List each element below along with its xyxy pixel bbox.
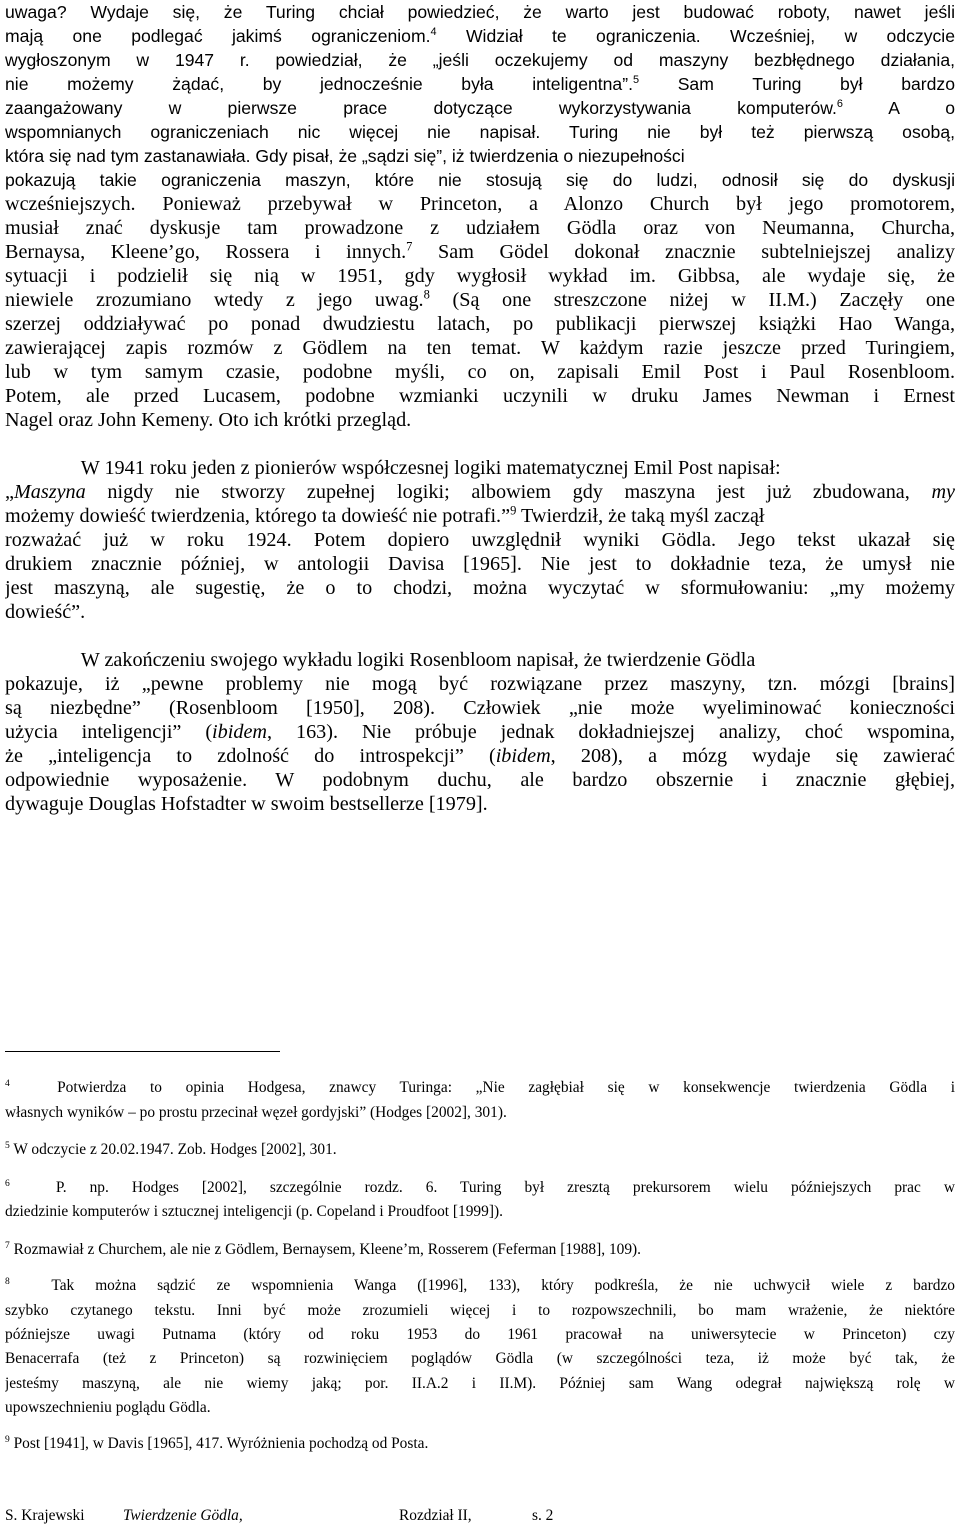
text-line: dowieść”. bbox=[5, 601, 86, 623]
text-line: zawierającej zapis rozmów z Gödlem na ten temat. W każdym razie jeszcze przed Turingiem, bbox=[5, 337, 955, 359]
footnote-line: własnych wyników – po prostu przecinał węzeł gordyjski” (Hodges [2002], 301). bbox=[5, 1104, 507, 1121]
text-line: odpowiednie wyposażenie. W podobnym duchu, ale bardzo obszernie i znacznie głębiej, bbox=[5, 769, 955, 791]
text-line: wygłoszonym w 1947 r. powiedział, że „jeśli oczekujemy od maszyny bezbłędnego działania, bbox=[5, 50, 955, 70]
text-line: dywaguje Douglas Hofstadter w swoim bestsellerze [1979]. bbox=[5, 793, 488, 815]
text-line: szerzej oddziaływać po ponad dwudziestu latach, po publikacji pierwszej książki Hao Wanga, bbox=[5, 313, 955, 335]
text-line: mają one podlegać jakimś ograniczeniom.$^4$ Widział te ograniczenia. Wcześniej, w odczycie bbox=[5, 26, 955, 46]
text-line: użycia inteligencji” (ibidem, 163). Nie próbuje jednak dokładniejszej analizy, choć wspomina, bbox=[5, 721, 955, 743]
text-line: Potem, ale przed Lucasem, podobne wzmianki uczynili w druku James Newman i Ernest bbox=[5, 385, 955, 407]
footnote-line: $^6$ P. np. Hodges [2002], szczególnie rozdz. 6. Turing był zresztą prekursorem wielu późniejszych prac w bbox=[5, 1178, 955, 1196]
text-line: W 1941 roku jeden z pionierów współczesnej logiki matematycznej Emil Post napisał: bbox=[5, 457, 781, 479]
footnote-line: późniejsze uwagi Putnama (który od roku 1953 do 1961 pracował na uniwersytecie w Princeton) czy bbox=[5, 1326, 955, 1343]
footnote-line: $^8$ Tak można sądzić ze wspomnienia Wanga ([1996], 133), który podkreśla, że nie uchwycił wiele z bardzo bbox=[5, 1276, 955, 1294]
text-line: są niezbędne” (Rosenbloom [1950], 208). Człowiek „nie może wyeliminować konieczności bbox=[5, 697, 955, 719]
text-line: lub w tym samym czasie, podobne myśli, co on, zapisali Emil Post i Paul Rosenbloom. bbox=[5, 361, 955, 383]
text-line: pokazuje, iż „pewne problemy nie mogą być rozwiązane przez maszyny, tzn. mózgi [brains] bbox=[5, 673, 955, 695]
footnote-line: szybko czytanego tekstu. Inni być może zrozumieli więcej i to rozpowszechnili, bo mam wrażenie, że niektóre bbox=[5, 1302, 955, 1319]
text-line: wspomnianych ograniczeniach nic więcej nie napisał. Turing nie był też pierwszą osobą, bbox=[5, 122, 955, 142]
footnote-line: $^9$ Post [1941], w Davis [1965], 417. Wyróżnienia pochodzą od Posta. bbox=[5, 1434, 429, 1452]
footnote-line: $^4$ Potwierdza to opinia Hodgesa, znawcy Turinga: „Nie zagłębiał się w konsekwencje twierdzenia Gödla i bbox=[5, 1078, 955, 1096]
text-line: „Maszyna nigdy nie stworzy zupełnej logiki; albowiem gdy maszyna jest już zbudowana, my bbox=[5, 481, 955, 503]
text-line: musiał znać dyskusje tam prowadzone z udziałem Gödla oraz von Neumanna, Churcha, bbox=[5, 217, 955, 239]
footnote-line: Benacerrafa (też z Princeton) są rozwinięciem poglądów Gödla (w szczególności teza, iż może być tak, że bbox=[5, 1350, 955, 1367]
text-line: uwaga? Wydaje się, że Turing chciał powiedzieć, że warto jest budować roboty, nawet jeśli bbox=[5, 2, 955, 22]
text-line: możemy dowieść twierdzenia, którego ta dowieść nie potrafi.”$^9$ Twierdził, że taką myśl zaczął bbox=[5, 504, 765, 527]
text-line: jest maszyną, ale sugestię, że o to chodzi, można wyczytać w sformułowaniu: „my możemy bbox=[5, 577, 955, 599]
footnote-line: upowszechnieniu poglądu Gödla. bbox=[5, 1399, 211, 1416]
text-line: Bernaysa, Kleene’go, Rossera i innych.$^7$ Sam Gödel dokonał znacznie subtelniejszej analizy bbox=[5, 240, 955, 263]
text-line: że „inteligencja to zdolność do introspekcji” (ibidem, 208), a mózg wydaje się zawierać bbox=[5, 745, 955, 767]
footnote-line: $^5$ W odczycie z 20.02.1947. Zob. Hodges [2002], 301. bbox=[5, 1140, 337, 1158]
footnote-line: dziedzinie komputerów i sztucznej inteligencji (p. Copeland i Proudfoot [1999]). bbox=[5, 1203, 503, 1220]
footer-page-number: s. 2 bbox=[532, 1507, 554, 1524]
footer-title: Twierdzenie Gödla, bbox=[123, 1507, 243, 1524]
footer-author: S. Krajewski bbox=[5, 1507, 85, 1524]
text-line: niewiele zrozumiano wtedy z jego uwag.$^8$ (Są one streszczone niżej w II.M.) Zaczęły one bbox=[5, 288, 955, 311]
text-line: Nagel oraz John Kemeny. Oto ich krótki przegląd. bbox=[5, 409, 412, 431]
text-line: zaangażowany w pierwsze prace dotyczące wykorzystywania komputerów.$^6$ A o bbox=[5, 98, 955, 118]
text-line: sytuacji i podzielił się nią w 1951, gdy wygłosił wykład im. Gibbsa, ale wydaje się, że bbox=[5, 265, 955, 287]
footer-chapter: Rozdział II, bbox=[399, 1507, 472, 1524]
text-line: pokazują takie ograniczenia maszyn, które nie stosują się do ludzi, odnosił się do dyskusji bbox=[5, 170, 955, 190]
page-footer bbox=[5, 1506, 955, 1526]
text-line: W zakończeniu swojego wykładu logiki Rosenbloom napisał, że twierdzenie Gödla bbox=[5, 649, 756, 671]
text-line: która się nad tym zastanawiała. Gdy pisał, że „sądzi się”, iż twierdzenia o niezupełności bbox=[5, 146, 685, 166]
text-line: wcześniejszych. Ponieważ przebywał w Princeton, a Alonzo Church był jego promotorem, bbox=[5, 193, 955, 215]
text-line: drukiem znacznie później, w antologii Davisa [1965]. Nie jest to dokładnie teza, że umysł nie bbox=[5, 553, 955, 575]
footnote-separator bbox=[5, 1051, 280, 1052]
text-line: rozważać już w roku 1924. Potem dopiero uwzględnił wyniki Gödla. Jego tekst ukazał się bbox=[5, 529, 955, 551]
footnote-line: jesteśmy maszyną, ale nie wiemy jaką; por. II.A.2 i II.M). Później sam Wang odegrał największą rolę w bbox=[5, 1375, 955, 1392]
text-line: nie możemy żądać, by jednocześnie była inteligentna”.$^5$ Sam Turing był bardzo bbox=[5, 74, 955, 94]
footnote-line: $^7$ Rozmawiał z Churchem, ale nie z Gödlem, Bernaysem, Kleene’m, Rosserem (Feferman [1988], 109). bbox=[5, 1240, 642, 1258]
